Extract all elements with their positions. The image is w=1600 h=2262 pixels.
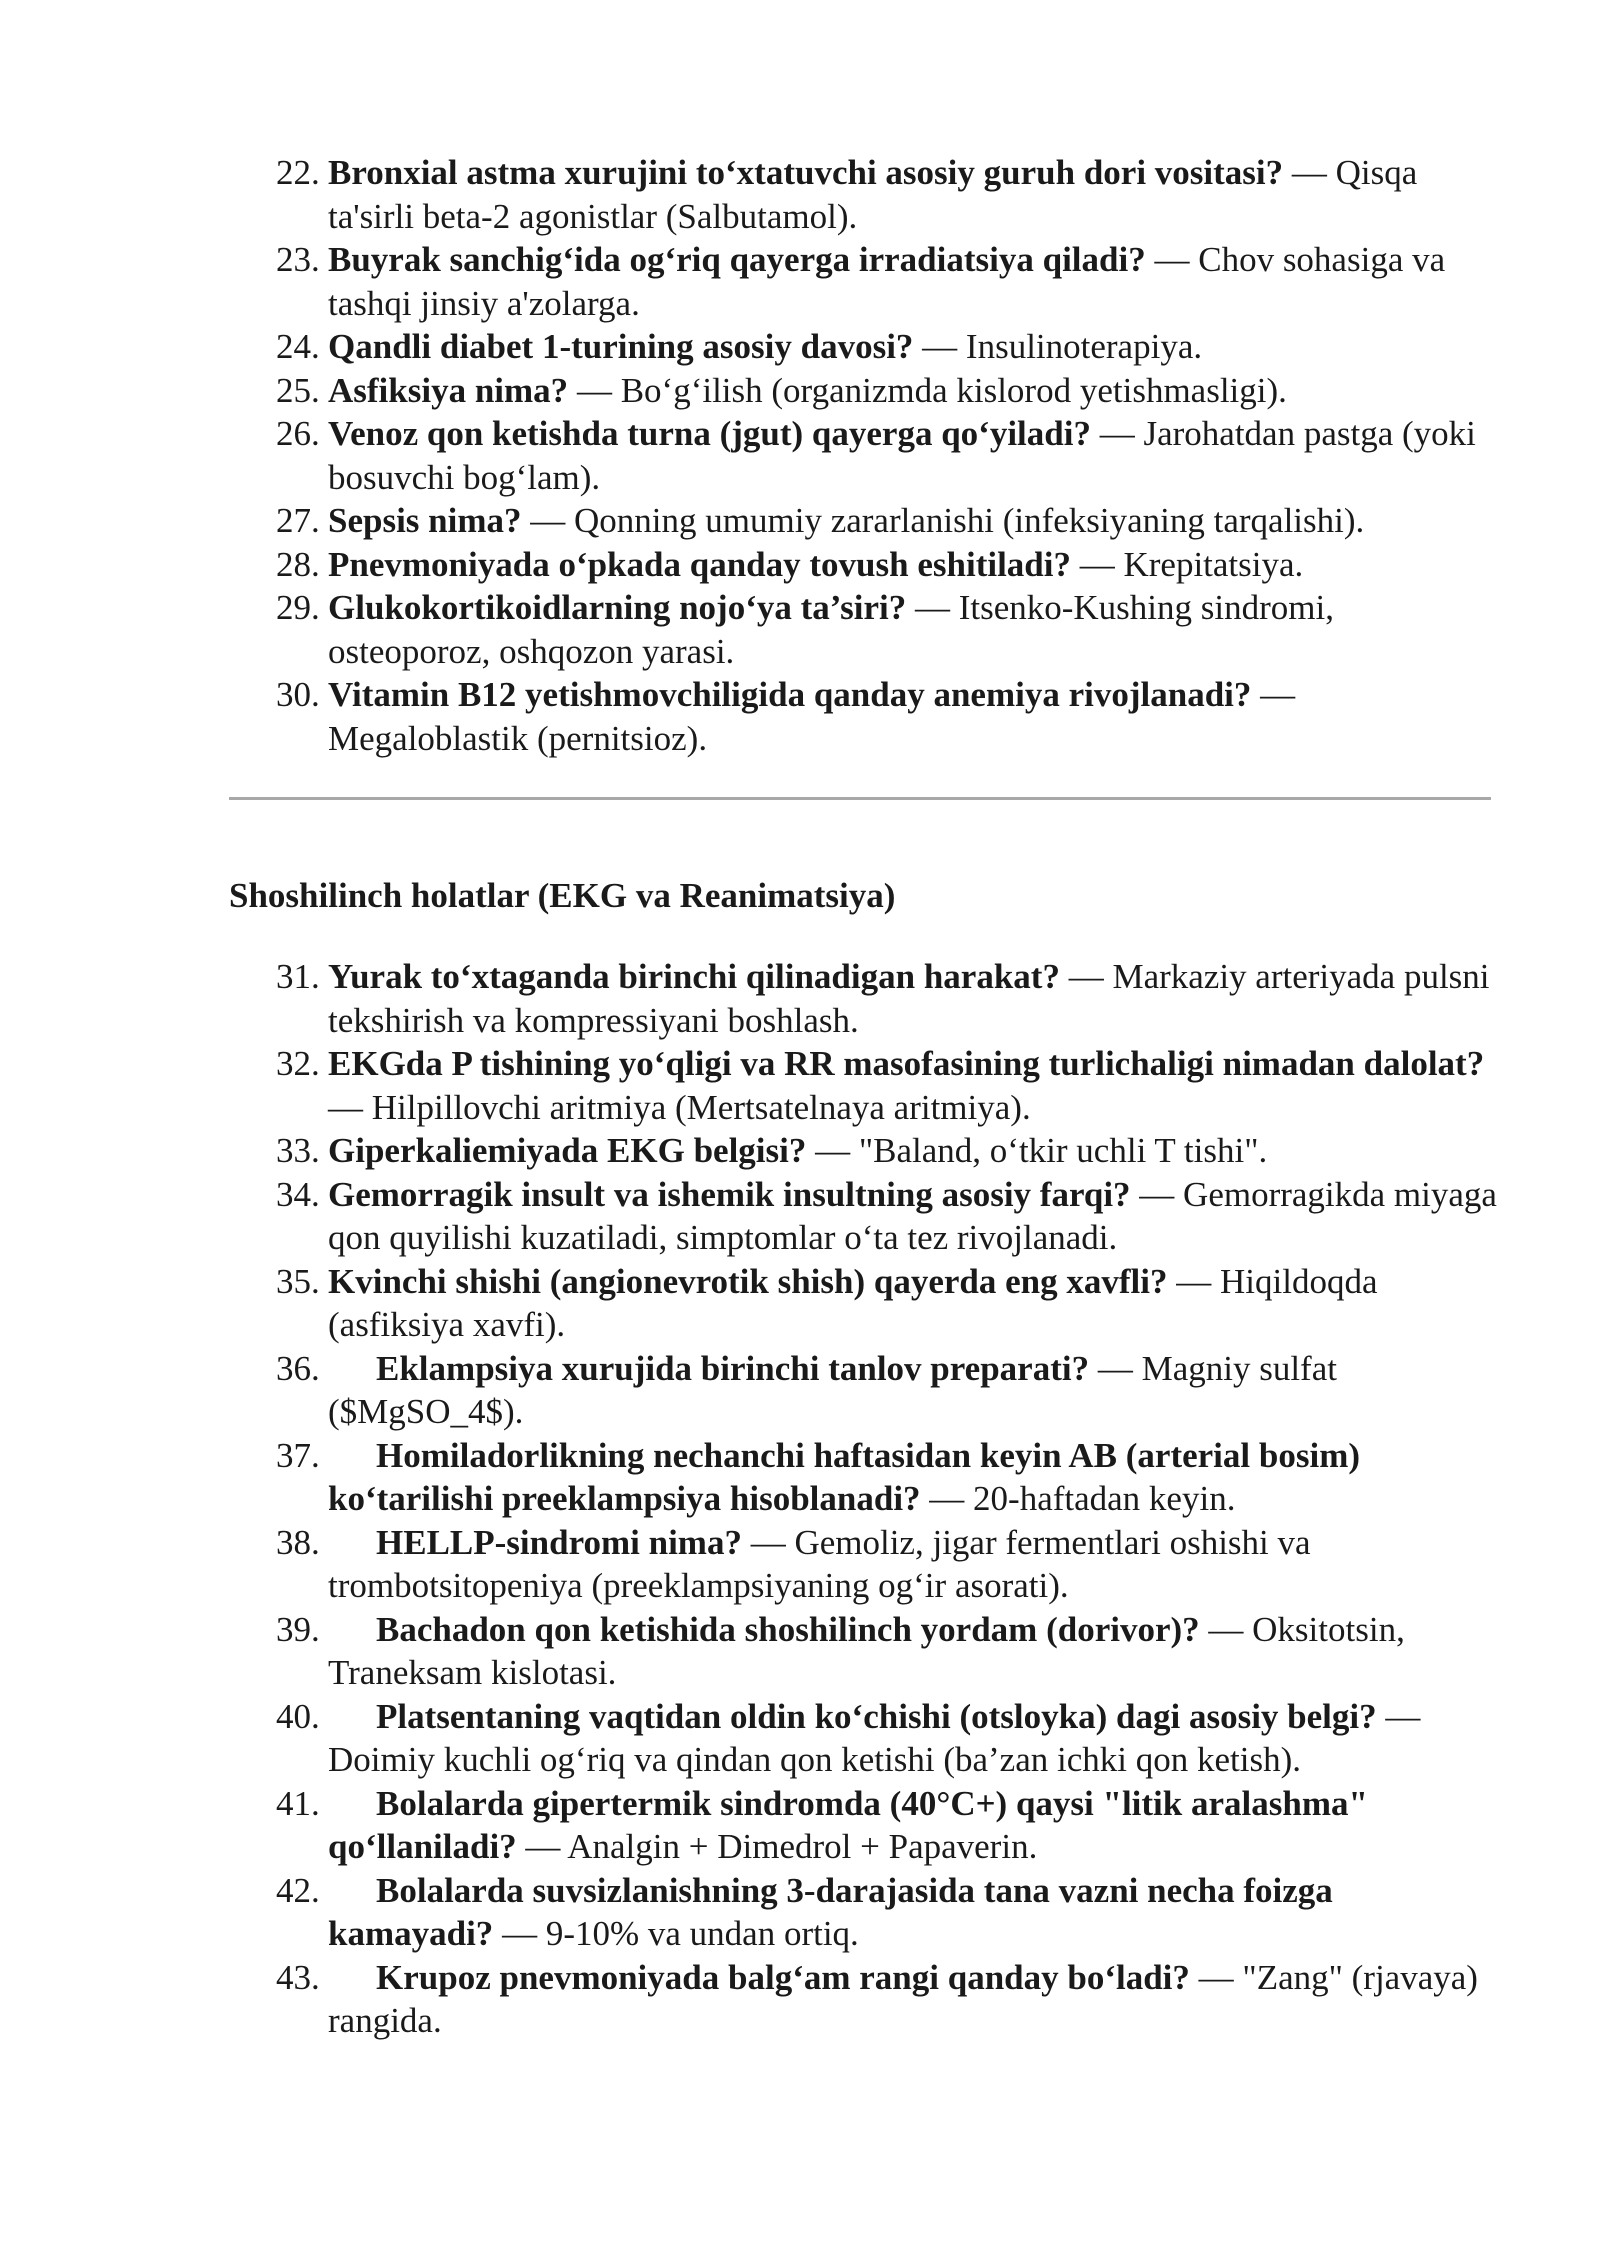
answer-text: — Doimiy kuchli og‘riq va qindan qon ketishi (ba’zan ichki qon ketish). [328, 1696, 1421, 1779]
answer-text: — 9-10% va undan ortiq. [493, 1914, 859, 1953]
answer-text: — "Baland, o‘tkir uchli T tishi". [806, 1131, 1268, 1170]
answer-text: — Megaloblastik (pernitsioz). [328, 675, 1296, 758]
question-text: Bronxial astma xurujini to‘xtatuvchi asosiy guruh dori vositasi? [328, 153, 1284, 192]
question-text: Platsentaning vaqtidan oldin ko‘chishi (otsloyka) dagi asosiy belgi? [376, 1696, 1377, 1736]
list-item [0, 369, 1500, 413]
answer-text: — Magniy sulfat ($MgSO_4$). [328, 1348, 1337, 1431]
question-text: Venoz qon ketishda turna (jgut) qayerga qo‘yiladi? [328, 414, 1091, 453]
answer-text: — "Zang" (rjavaya) rangida. [328, 1957, 1478, 2040]
item-number: 25. [276, 370, 320, 410]
question-text: HELLP-sindromi nima? [376, 1522, 742, 1562]
item-number: 22. [276, 153, 320, 192]
item-number: 23. [276, 240, 320, 279]
question-text: Buyrak sanchig‘ida og‘riq qayerga irradiatsiya qiladi? [328, 240, 1146, 279]
answer-text: — Gemoliz, jigar fermentlari oshishi va trombotsitopeniya (preeklampsiyaning og‘ir asorati). [328, 1522, 1311, 1605]
item-number: 43. [276, 1957, 320, 1997]
item-number: 29. [276, 588, 320, 627]
item-number: 41. [276, 1783, 320, 1823]
answer-text: — Qonning umumiy zararlanishi (infeksiyaning tarqalishi). [521, 501, 1365, 540]
question-text: Bolalarda gipertermik sindromda (40°C+) qaysi "litik aralashma" qo‘llaniladi? [328, 1783, 1368, 1866]
question-text: Bachadon qon ketishida shoshilinch yordam (dorivor)? [376, 1609, 1200, 1649]
item-number: 27. [276, 501, 320, 540]
item-number: 30. [276, 675, 320, 714]
list-item [0, 1608, 1500, 1695]
section-heading: Shoshilinch holatlar (EKG va Reanimatsiya) [229, 876, 896, 915]
horizontal-rule [229, 797, 1491, 800]
question-text: Homiladorlikning nechanchi haftasidan keyin AB (arterial bosim) ko‘tarilishi preeklampsiya hisoblanadi? [328, 1435, 1360, 1518]
list-item [0, 1434, 1500, 1521]
list-item [0, 543, 1500, 587]
list-item [0, 1695, 1500, 1782]
question-text: Krupoz pnevmoniyada balg‘am rangi qanday bo‘ladi? [376, 1957, 1190, 1997]
answer-text: — Analgin + Dimedrol + Papaverin. [516, 1827, 1038, 1866]
question-text: Giperkaliemiyada EKG belgisi? [328, 1131, 807, 1170]
question-list-2 [0, 955, 1600, 2043]
list-item [0, 238, 1500, 325]
question-text: Gemorragik insult va ishemik insultning asosiy farqi? [328, 1174, 1131, 1214]
question-text: Vitamin B12 yetishmovchiligida qanday anemiya rivojlanadi? [328, 675, 1252, 714]
question-text: Kvinchi shishi (angionevrotik shish) qayerda eng xavfli? [328, 1261, 1168, 1301]
answer-text: — Gemorragikda miyaga qon quyilishi kuzatiladi, simptomlar o‘ta tez rivojlanadi. [328, 1174, 1497, 1257]
question-text: Pnevmoniyada o‘pkada qanday tovush eshitiladi? [328, 544, 1071, 584]
item-number: 36. [276, 1348, 320, 1388]
list-item [0, 1260, 1500, 1347]
list-item [0, 1173, 1500, 1260]
list-item [0, 586, 1500, 673]
answer-text: — Chov sohasiga va tashqi jinsiy a'zolarga. [328, 240, 1446, 323]
list-item [0, 955, 1500, 1042]
item-number: 24. [276, 327, 320, 366]
question-text: Asfiksiya nima? [328, 370, 569, 410]
item-number: 32. [276, 1044, 320, 1083]
list-item [0, 673, 1500, 760]
answer-text: — Krepitatsiya. [1070, 544, 1304, 584]
item-number: 38. [276, 1522, 320, 1562]
answer-text: — Markaziy arteriyada pulsni tekshirish va kompressiyani boshlash. [328, 957, 1490, 1040]
list-item [0, 1347, 1500, 1434]
item-number: 37. [276, 1435, 320, 1475]
question-text: Sepsis nima? [328, 501, 522, 540]
answer-text: — Insulinoterapiya. [913, 327, 1203, 366]
answer-text: — Oksitotsin, Traneksam kislotasi. [328, 1609, 1405, 1692]
item-number: 39. [276, 1609, 320, 1649]
list-item [0, 1129, 1500, 1173]
list-item [0, 1869, 1500, 1956]
answer-text: — Hilpillovchi aritmiya (Mertsatelnaya aritmiya). [328, 1087, 1031, 1127]
question-text: EKGda P tishining yo‘qligi va RR masofasining turlichaligi nimadan dalolat? [328, 1044, 1485, 1083]
item-number: 31. [276, 957, 320, 996]
answer-text: — Qisqa ta'sirli beta-2 agonistlar (Salbutamol). [328, 153, 1418, 236]
question-text: Eklampsiya xurujida birinchi tanlov preparati? [376, 1348, 1090, 1388]
list-item [0, 499, 1500, 543]
item-number: 26. [276, 414, 320, 453]
list-item [0, 1956, 1500, 2043]
list-item [0, 1042, 1500, 1129]
question-text: Bolalarda suvsizlanishning 3-darajasida tana vazni necha foizga kamayadi? [328, 1870, 1333, 1953]
item-number: 33. [276, 1131, 320, 1170]
item-number: 42. [276, 1870, 320, 1910]
answer-text: — Hiqildoqda (asfiksiya xavfi). [328, 1261, 1378, 1344]
list-item [0, 1782, 1500, 1869]
list-item [0, 151, 1500, 238]
question-text: Yurak to‘xtaganda birinchi qilinadigan harakat? [328, 957, 1060, 996]
list-item [0, 325, 1500, 369]
list-item [0, 412, 1500, 499]
item-number: 28. [276, 544, 320, 584]
question-text: Qandli diabet 1-turining asosiy davosi? [328, 327, 914, 366]
item-number: 40. [276, 1696, 320, 1736]
question-list-1 [0, 151, 1600, 760]
answer-text: — Jarohatdan pastga (yoki bosuvchi bog‘lam). [328, 414, 1476, 497]
question-text: Glukokortikoidlarning nojo‘ya ta’siri? [328, 588, 907, 627]
list-item [0, 1521, 1500, 1608]
item-number: 35. [276, 1261, 320, 1301]
answer-text: — Bo‘g‘ilish (organizmda kislorod yetishmasligi). [568, 370, 1287, 410]
item-number: 34. [276, 1174, 320, 1214]
answer-text: — 20-haftadan keyin. [920, 1479, 1236, 1518]
answer-text: — Itsenko-Kushing sindromi, osteoporoz, oshqozon yarasi. [328, 588, 1334, 671]
